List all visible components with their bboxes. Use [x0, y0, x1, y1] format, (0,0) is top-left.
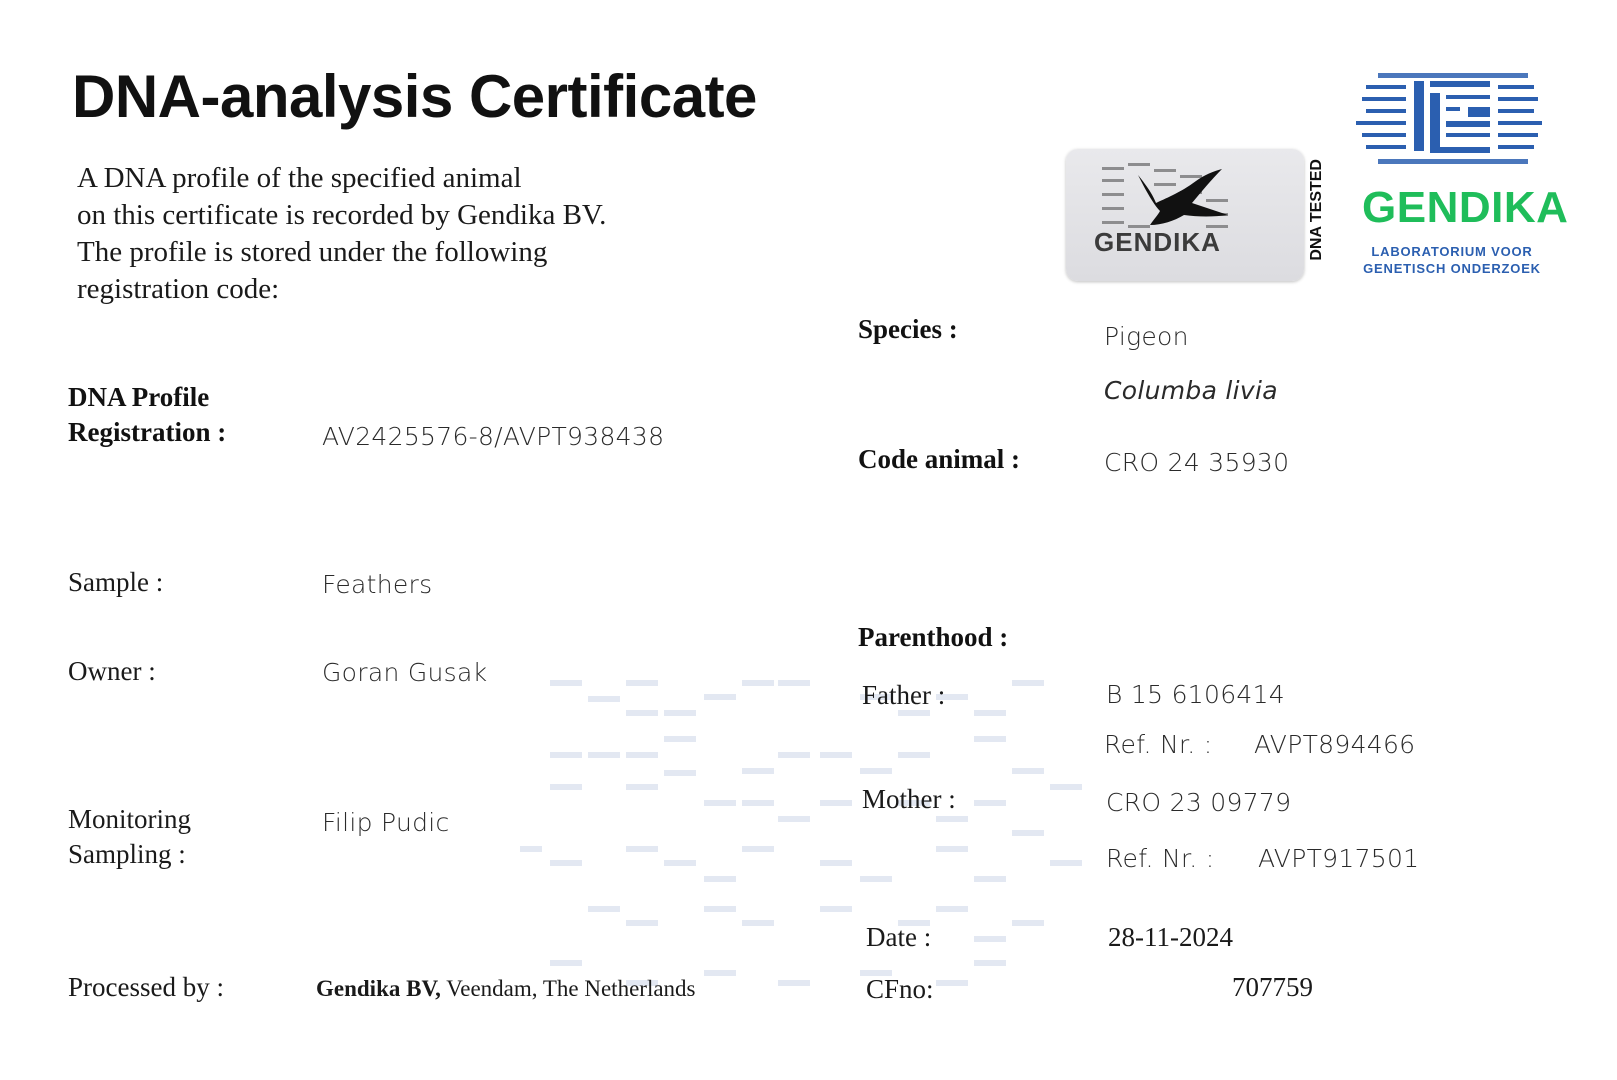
species-label: Species : — [858, 314, 958, 344]
date-label: Date : — [866, 922, 932, 952]
mother-label: Mother : — [862, 784, 956, 814]
registration-label: DNA Profile Registration : — [68, 382, 227, 447]
intro-line: A DNA profile of the specified animal — [77, 162, 522, 194]
gendika-logo-mark — [1356, 67, 1542, 172]
parenthood-label: Parenthood : — [858, 622, 1009, 652]
father-value: B 15 6106414 — [1106, 680, 1286, 709]
dna-tested-seal: GENDIKA DNA TESTED — [1066, 149, 1304, 281]
father-ref-value: AVPT894466 — [1254, 730, 1416, 759]
species-common-value: Pigeon — [1104, 322, 1189, 351]
mother-ref-label: Ref. Nr. : — [1106, 844, 1215, 873]
processed-label: Processed by : — [68, 972, 224, 1002]
intro-line: registration code: — [77, 273, 280, 305]
intro-line: The profile is stored under the following — [77, 236, 548, 268]
mother-ref-value: AVPT917501 — [1258, 844, 1420, 873]
registration-value: AV2425576-8/AVPT938438 — [322, 422, 665, 451]
intro-line: on this certificate is recorded by Gendika BV. — [77, 199, 607, 231]
seal-brand-text: GENDIKA — [1094, 227, 1221, 257]
intro-paragraph — [77, 160, 717, 308]
date-value: 28-11-2024 — [1108, 922, 1233, 952]
code-animal-value: CRO 24 35930 — [1104, 448, 1290, 477]
certificate-title: DNA-analysis Certificate — [72, 63, 757, 130]
code-animal-label: Code animal : — [858, 444, 1020, 474]
logo-brand-name: GENDIKA — [1362, 183, 1569, 232]
logo-tagline: LABORATORIUM VOOR GENETISCH ONDERZOEK — [1363, 244, 1541, 276]
processed-value: Gendika BV, Veendam, The Netherlands — [316, 976, 696, 1001]
sample-value: Feathers — [322, 570, 433, 599]
gel-watermark — [520, 680, 1120, 1020]
cfno-value: 707759 — [1232, 972, 1313, 1002]
mother-value: CRO 23 09779 — [1106, 788, 1292, 817]
sample-label: Sample : — [68, 567, 164, 597]
father-ref-label: Ref. Nr. : — [1104, 730, 1213, 759]
owner-value: Goran Gusak — [322, 658, 488, 687]
owner-label: Owner : — [68, 656, 156, 686]
monitoring-value: Filip Pudic — [322, 808, 450, 837]
father-label: Father : — [862, 680, 946, 710]
monitoring-label: Monitoring Sampling : — [68, 804, 192, 869]
species-latin-value: Columba livia — [1104, 376, 1278, 405]
cfno-label: CFno: — [866, 974, 934, 1004]
